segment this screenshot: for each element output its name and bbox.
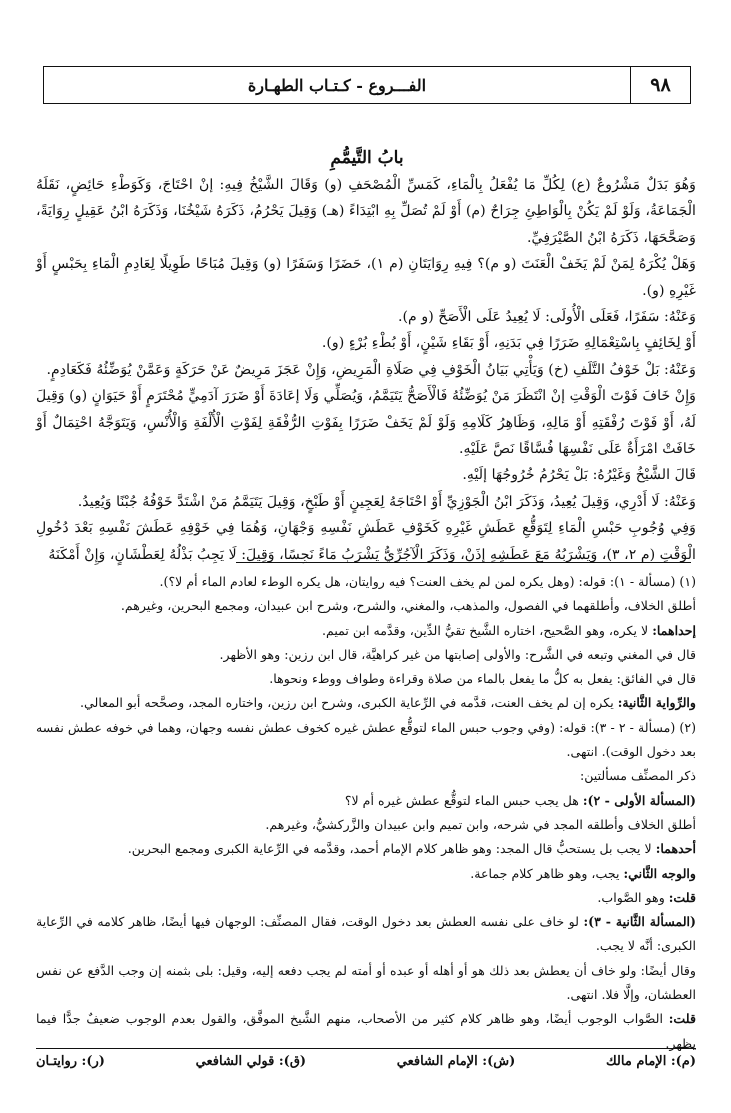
footnote-lead: إحداهما: — [652, 622, 696, 638]
footnote-separator — [236, 562, 691, 563]
footnote-lead: (المسألة الأولى - ٢): — [582, 792, 696, 808]
main-paragraph: وَعَنْهُ: بَلْ خَوْفُ التَّلَفِ (خ) وَيَأْتِي بَيَانُ الْخَوْفِ فِي صَلَاةِ الْمَرِيضِ، وَإِنْ عَجَزَ مَرِيضٌ عَنْ حَرَكَةٍ وَعَمَّنْ يُوَضِّئُهُ فَكَعَادِمٍ. — [46, 361, 696, 378]
main-paragraph: وَإِنْ خَافَ فَوْتَ الْوَقْتِ إنْ انْتَظَرَ مَنْ يُوَضِّئُهُ فَالْأَصَحُّ يَتَيَمَّمُ، وَيُصَلِّي وَلَا إعَادَةَ أَوْ ضَرَرَ آدَمِيٍّ مُحْتَرَمٍ أَوْ حَيَوَانٍ (و) وَقِيلَ لَهُ، أَوْ فَوْتَ رُفْقَتِهِ أَوْ مَالِهِ، وَظَاهِرُ كَلَامِهِ وَلَوْ لَمْ يَخَفْ ضَرَرًا بِفَوْتِ الرُّفْقَةِ لِفَوْتِ الْأُلْفَةِ وَالْأُنْسِ، وَيَتَوَجَّهُ احْتِمَالٌ أَوْ خَافَتْ امْرَأَةٌ عَلَى نَفْسِهَا فُسَّاقًا نَصَّ عَلَيْهِ. — [36, 388, 696, 458]
footnote-line — [36, 764, 696, 788]
footnote-line — [36, 959, 696, 1008]
footnote-line — [36, 862, 696, 886]
legend-riwayatan: (ر): روايتـان — [36, 1054, 105, 1069]
footnote-line — [36, 886, 696, 910]
footnotes — [36, 570, 696, 1056]
main-text — [36, 172, 696, 568]
footnote-lead: (المسألة الثَّانية - ٣): — [583, 914, 696, 930]
footnote-line — [36, 667, 696, 691]
footnote-text: (٢) (مسألة - ٢ - ٣): قوله: (وفي وجوب حبس الماء لتوقُّع عطش غيره كخوف عطش نفسه وجهان، وهما في خوفه عطش نفسه بعد دخول الوقت). انتهى. — [36, 719, 697, 760]
footnote-lead: والوجه الثَّاني: — [623, 865, 696, 881]
footnote-text: لا يجب بل يستحبُّ قال المجد: وهو ظاهر كلام الإمام أحمد، وقدَّمه في الرِّعاية الكبرى ومجمع البحرين. — [127, 841, 656, 857]
footnote-text: الصَّواب الوجوب أيضًا، وهو ظاهر كلام كثير من الأصحاب، منهم الشَّيخ الموفَّق، والقول بعدم الوجوب ضعيفٌ جدًّا فيما يظهر. — [36, 1011, 696, 1051]
footnote-lead: والرِّواية الثَّانية: — [617, 695, 696, 711]
footnote-text: وهو الصَّواب. — [597, 889, 669, 905]
footnote-line — [36, 619, 696, 643]
footnote-lead: قلت: — [668, 889, 696, 905]
footnote-text: لو خاف على نفسه العطش بعد دخول الوقت، فقال المصنِّف: الوجهان فيها أيضًا، ظاهر كلامه في الرِّعاية الكبرى: أنَّه لا يجب. — [36, 914, 696, 954]
footnote-text: ذكر المصنِّف مسألتين: — [579, 768, 696, 784]
running-title: الفـــروع - كـتـاب الطهـارة — [247, 75, 427, 95]
main-paragraph: أَوْ لِخَائِفٍ بِاسْتِعْمَالِهِ ضَرَرًا فِي بَدَنِهِ، أَوْ بَقَاءِ شَيْنٍ، أَوْ بُطْءِ بُرْءٍ (و). — [321, 335, 696, 352]
main-paragraph: قَالَ الشَّيْخُ وَغَيْرُهُ: بَلْ يَحْرُمُ خُرُوجُهَا إلَيْهِ. — [462, 467, 696, 484]
footnote-line — [36, 594, 696, 618]
footnote-line — [36, 691, 696, 715]
abbreviations-legend — [36, 1054, 696, 1069]
page-header — [43, 66, 691, 104]
footnote-line — [36, 837, 696, 861]
footer-separator — [36, 1048, 696, 1049]
footnote-text: لا يكره، وهو الصَّحيح، اختاره الشَّيخ تقيُّ الدِّين، وقدَّمه ابن تميم. — [321, 622, 653, 638]
footnote-line — [36, 643, 696, 667]
footnote-text: يكره إن لم يخف العنت، قدَّمه في الرِّعاية الكبرى، وشرح ابن رزين، واختاره المجد، وصحَّحه أبو المعالي. — [79, 695, 618, 711]
footnote-line — [36, 716, 696, 765]
main-paragraph: وَعَنْهُ: لَا أَدْرِي، وَقِيلَ يُعِيدُ، وَذَكَرَ ابْنُ الْجَوْزِيِّ أَوْ احْتَاجَهُ لِعَجِينٍ أَوْ طَبْخٍ، وَقِيلَ يَتَيَمَّمُ مَنْ اشْتَدَّ خَوْفُهُ جُبْنًا وَيُعِيدُ. — [77, 493, 696, 510]
main-paragraph: وَهَلْ يُكْرَهُ لِمَنْ لَمْ يَخَفْ الْعَنَتَ (و م)؟ فِيهِ رِوَايَتَانِ (م ١)، حَضَرًا وَسَفَرًا (و) وَقِيلَ مُبَاحًا طَوِيلًا لِعَادِمِ الْمَاءِ بِحَبْسٍ أَوْ غَيْرِهِ (و). — [36, 256, 696, 299]
footnote-text: أطلق الخلاف وأطلقه المجد في شرحه، وابن تميم وابن عبيدان والزَّركشيُّ، وغيرهم. — [265, 816, 696, 832]
footnote-text: قال في المغني وتبعه في الشَّرح: والأولى إصابتها من غير كراهيَّة، قال ابن رزين: وهو الأظهر. — [219, 646, 696, 662]
main-paragraph: وَهُوَ بَدَلٌ مَشْرُوعٌ (ع) لِكُلِّ مَا يُفْعَلُ بِالْمَاءِ، كَمَسِّ الْمُصْحَفِ (و) وَقَالَ الشَّيْخُ فِيهِ: إنْ احْتَاجَ، وَكَوَطْءِ حَائِضٍ، نَقَلَهُ الْجَمَاعَةُ، وَلَوْ لَمْ يَكُنْ بِالْوَاطِئِ جِرَاحٌ (م) أَوْ لَمْ تُصَلِّ بِهِ ابْتِدَاءً (هـ) وَقِيلَ يَحْرُمُ، ذَكَرَهُ شَيْخُنَا، وَذَكَرَهُ ابْنُ عَقِيلٍ رِوَايَةً، وَصَحَّحَهَا، ذَكَرَهُ ابْنُ الصَّيْرَفِيِّ. — [36, 177, 696, 246]
legend-malik: (م): الإمام مالك — [605, 1054, 696, 1069]
footnote-text: (١) (مسألة - ١): قوله: (وهل يكره لمن لم يخف العنت؟ فيه روايتان، هل يكره الوطء لعادم الماء أم لا؟). — [159, 574, 696, 589]
footnote-line — [36, 813, 696, 837]
footnote-text: هل يجب حبس الماء لتوقُّع عطش غيره أم لا؟ — [344, 792, 583, 808]
section-title: بابُ التَّيمُّمِ — [330, 148, 404, 168]
main-paragraph: وَعَنْهُ: سَفَرًا، فَعَلَى الْأُولَى: لَا يُعِيدُ عَلَى الْأَصَحِّ (و م). — [398, 309, 696, 326]
page-number: ٩٨ — [630, 67, 690, 103]
footnote-lead: أحدهما: — [655, 841, 696, 857]
footnote-line — [36, 910, 696, 959]
legend-shafii-qawl: (ق): قولي الشافعي — [195, 1054, 307, 1069]
main-paragraph: وَفِي وُجُوبِ حَبْسِ الْمَاءِ لِتَوَقُّعِ عَطَشِ غَيْرِهِ كَخَوْفِ عَطَشِ نَفْسِهِ وَجْهَانِ، وَهُمَا فِي خَوْفِهِ عَطَشَ نَفْسِهِ بَعْدَ دُخُولِ الْوَقْتِ (م ٢، ٣)، وَيَشْرَبُهُ مَعَ عَطَشِهِ إذَنْ، وَذَكَرَ الْآجُرِّيُّ يَشْرَبُ مَاءً نَجِسًا، وَقِيلَ: لَا يَجِبُ بَذْلُهُ لِعَطْشَانٍ، وَإِنْ أَمْكَنَهُ — [36, 520, 696, 563]
legend-shafii: (ش): الإمام الشافعي — [396, 1054, 516, 1069]
footnote-lead: قلت: — [668, 1011, 696, 1027]
footnote-text: أطلق الخلاف، وأطلقهما في الفصول، والمذهب، والمغني، والشرح، وشرح ابن عبيدان، ومجمع البحرين، وغيرهم. — [120, 598, 696, 614]
footnote-text: قال في الفائق: يفعل به كلُّ ما يفعل بالماء من صلاة وقراءة وطواف ووطء ونحوها. — [269, 671, 696, 687]
footnote-text: وقال أيضًا: ولو خاف أن يعطش بعد ذلك هو أو أهله أو عبده أو أمته لم يجب دفعه إليه، وقيل: بلى بثمنه إن وجب الدَّفع عن نفس العطشان، وإلَّا فلا. انتهى. — [36, 962, 696, 1003]
footnote-line — [36, 789, 696, 813]
footnote-line — [36, 570, 696, 594]
footnote-text: يجب، وهو ظاهر كلام جماعة. — [470, 865, 624, 881]
